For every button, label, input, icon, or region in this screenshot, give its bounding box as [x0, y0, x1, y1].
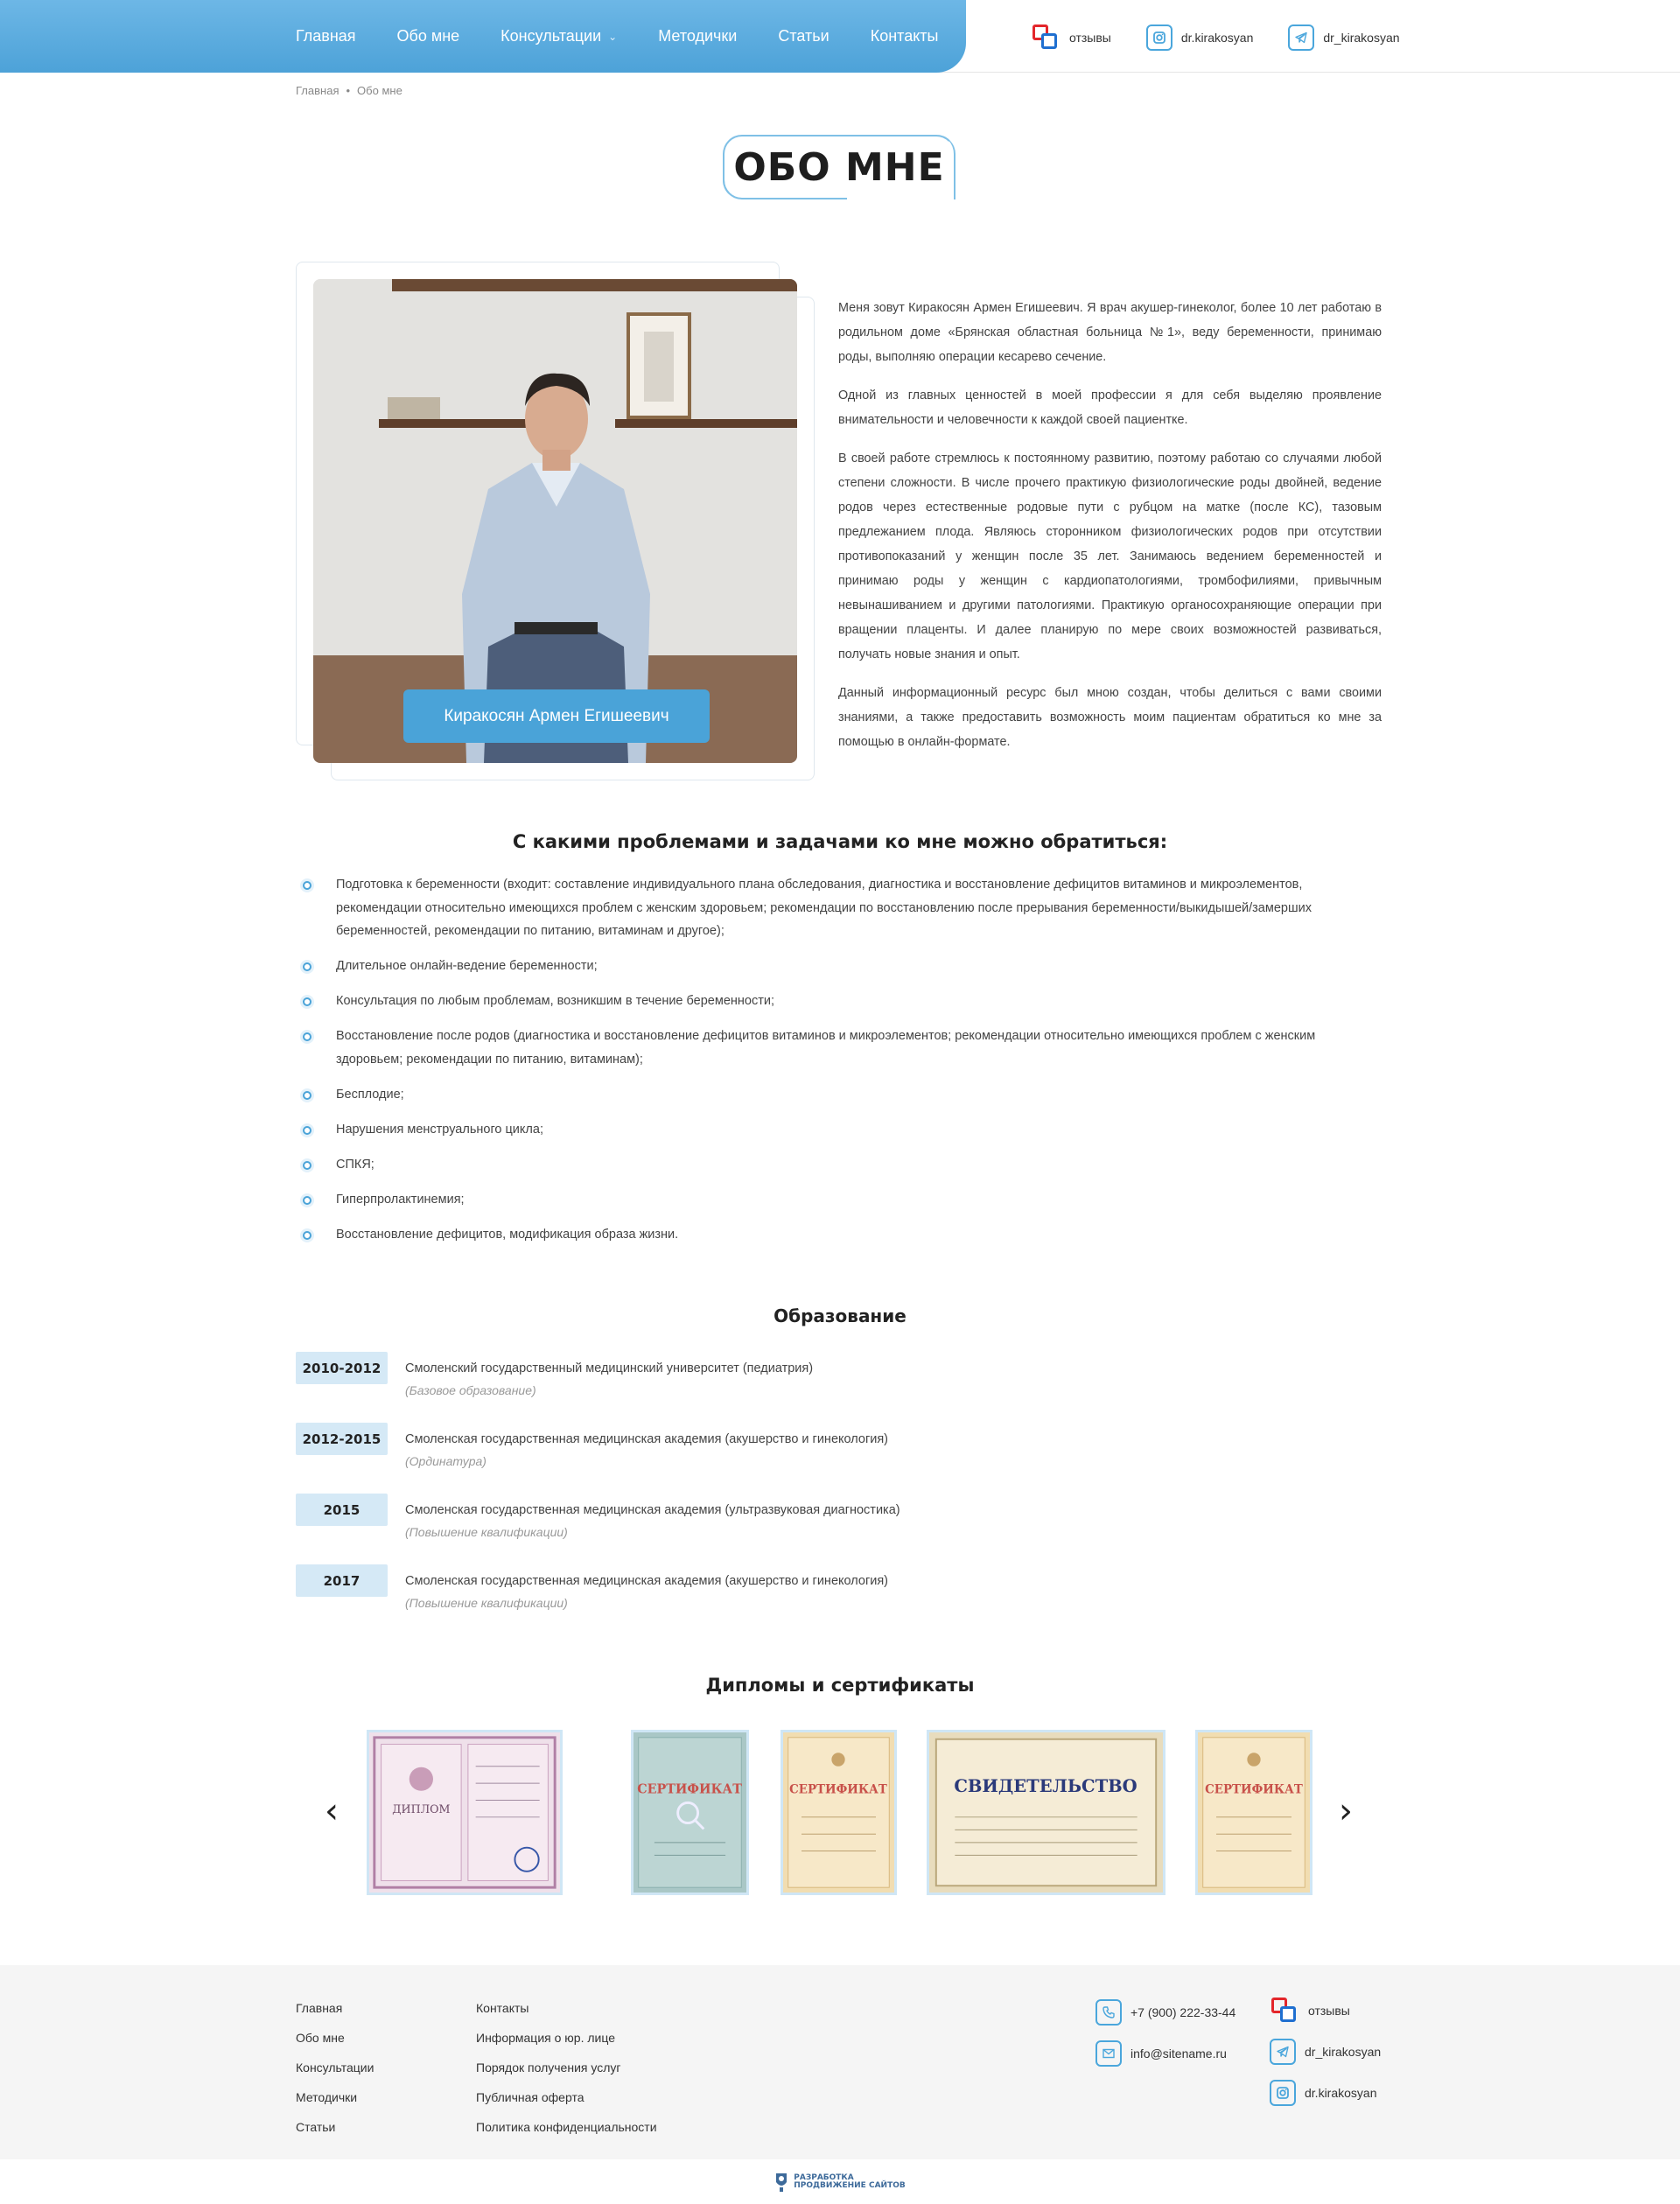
footer-contacts [1096, 1999, 1236, 2082]
problems-list [296, 873, 1382, 1258]
footer-email[interactable] [1096, 2040, 1236, 2067]
instagram-label: dr.kirakosyan [1305, 2086, 1377, 2100]
list-item [296, 1153, 1382, 1177]
footer-phone[interactable] [1096, 1999, 1236, 2026]
page-title: ОБО МНЕ [733, 144, 945, 190]
header-social [1031, 23, 1400, 52]
bullet-icon [300, 960, 314, 974]
education-years: 2017 [296, 1564, 388, 1597]
footer-link[interactable]: Главная [296, 2001, 343, 2015]
education-text [405, 1494, 900, 1543]
list-item-text: Длительное онлайн-ведение беременности; [336, 959, 598, 973]
reviews-label: отзывы [1308, 2004, 1350, 2018]
bio-text [838, 296, 1382, 768]
diploma-card[interactable] [367, 1730, 563, 1895]
reviews-label: отзывы [1069, 31, 1111, 45]
breadcrumb [296, 84, 402, 97]
diploma-card[interactable] [927, 1730, 1166, 1895]
telegram-link[interactable] [1288, 24, 1399, 51]
diploma-heading: ДИПЛОМ [392, 1802, 451, 1816]
list-item [296, 1025, 1382, 1071]
footer-link[interactable]: Статьи [296, 2120, 336, 2134]
nav-label: Статьи [778, 27, 830, 45]
list-item [296, 1223, 1382, 1247]
breadcrumb-separator: • [346, 84, 351, 97]
nav-articles[interactable] [778, 27, 829, 45]
diploma-heading: СЕРТИФИКАТ [1205, 1782, 1303, 1797]
bullet-icon [300, 1228, 314, 1242]
education-item [296, 1564, 1382, 1635]
education-title: Образование [774, 1305, 906, 1326]
diploma-heading: СЕРТИФИКАТ [789, 1782, 887, 1797]
breadcrumb-current: Обо мне [357, 84, 402, 97]
education-type: (Повышение квалификации) [405, 1596, 568, 1610]
developer-text [794, 2174, 905, 2190]
list-item [296, 873, 1382, 943]
bullet-icon [300, 995, 314, 1009]
education-name: Смоленский государственный медицинский университет (педиатрия) [405, 1361, 814, 1375]
bio-paragraph: В своей работе стремлюсь к постоянному развитию, поэтому работаю со случаями любой степени сложности. В числе прочего практикую физиологические роды двойней, ведение родов через естественные родовые пути с рубцом на матке (после КС), тазовым предлежанием плода. Являюсь сторонником физиологических родов при отсутствии противопоказаний у женщин после 35 лет. Занимаюсь ведением беременностей и принимаю роды у женщин с кардиопатологиями, тромбофилиями, привычным невынашиванием и другими патологиями. Практикую органосохраняющие операции при вращении плаценты. И далее планирую по мере своих возможностей развиваться, получать новые знания и опыт. [838, 451, 1382, 661]
breadcrumb-home[interactable]: Главная [296, 84, 340, 97]
education-name: Смоленская государственная медицинская академия (акушерство и гинекология) [405, 1432, 889, 1446]
developer-line2: ПРОДВИЖЕНИЕ САЙТОВ [794, 2180, 906, 2190]
bullet-icon [300, 878, 314, 892]
education-type: (Ординатура) [405, 1454, 486, 1468]
footer-nav-col1 [296, 1993, 374, 2142]
reviews-link[interactable] [1031, 23, 1111, 52]
list-item-text: Восстановление после родов (диагностика и восстановление дефицитов витаминов и микроэлементов; рекомендации относительно имеющихся проблем с женским здоровьем; рекомендации по питанию, витаминам); [336, 1029, 1316, 1067]
education-item [296, 1494, 1382, 1564]
footer-link[interactable]: Методички [296, 2090, 358, 2104]
list-item [296, 1188, 1382, 1212]
phone-label: +7 (900) 222-33-44 [1130, 2005, 1236, 2019]
arrow-right-icon[interactable]: › [1339, 1791, 1353, 1831]
nav-consultations[interactable] [500, 27, 617, 45]
problems-title: С какими проблемами и задачами ко мне можно обратиться: [512, 831, 1168, 852]
instagram-icon [1146, 24, 1172, 51]
footer-social [1270, 1998, 1381, 2121]
footer-link[interactable]: Порядок получения услуг [476, 2061, 621, 2075]
bullet-icon [300, 1030, 314, 1044]
education-item [296, 1423, 1382, 1494]
list-item-text: Нарушения менструального цикла; [336, 1122, 543, 1137]
footer-nav-col2 [476, 1993, 657, 2142]
nav-label: Обо мне [396, 27, 460, 45]
footer-link[interactable]: Публичная оферта [476, 2090, 584, 2104]
education-text [405, 1564, 888, 1614]
nav-about[interactable] [397, 27, 460, 45]
list-item-text: Бесплодие; [336, 1087, 404, 1102]
header [0, 0, 1680, 73]
education-years: 2010-2012 [296, 1352, 388, 1384]
footer-reviews[interactable] [1270, 1998, 1381, 2024]
list-item-text: Подготовка к беременности (входит: составление индивидуального плана обследования, диагностика и восстановление дефицитов витаминов и микроэлементов, рекомендации относительно имеющихся проблем с женским здоровьем; рекомендации по восстановлению после прерывания беременности/выкидышей/замерших беременностей, рекомендации по питанию, витаминам и другое); [336, 878, 1312, 938]
list-item-text: СПКЯ; [336, 1157, 374, 1172]
main-nav [296, 0, 979, 73]
diploma-heading: СВИДЕТЕЛЬСТВО [954, 1775, 1138, 1796]
education-text [405, 1352, 813, 1402]
footer [0, 1965, 1680, 2159]
instagram-icon [1270, 2080, 1296, 2106]
bio-paragraph: Данный информационный ресурс был мною создан, чтобы делиться с вами своими знаниями, а также предоставить возможность моим пациентам обратиться ко мне за помощью в онлайн-формате. [838, 686, 1382, 749]
footer-link[interactable]: Контакты [476, 2001, 529, 2015]
telegram-icon [1270, 2039, 1296, 2065]
diplomas-title: Дипломы и сертификаты [705, 1675, 975, 1696]
chevron-down-icon: ⌄ [608, 30, 618, 43]
education-text [405, 1423, 888, 1473]
footer-link[interactable]: Политика конфиденциальности [476, 2120, 657, 2134]
list-item [296, 1083, 1382, 1107]
nav-manuals[interactable] [658, 27, 737, 45]
telegram-label: dr_kirakosyan [1305, 2045, 1382, 2059]
education-type: (Базовое образование) [405, 1383, 536, 1397]
bullet-icon [300, 1123, 314, 1137]
footer-link[interactable]: Информация о юр. лице [476, 2031, 615, 2045]
telegram-label: dr_kirakosyan [1323, 31, 1400, 45]
developer-line1: РАЗРАБОТКА [794, 2173, 854, 2182]
telegram-icon [1288, 24, 1314, 51]
nav-contacts[interactable] [871, 27, 939, 45]
nav-label: Главная [296, 27, 356, 45]
bullet-icon [300, 1088, 314, 1102]
bullet-icon [300, 1158, 314, 1172]
instagram-link[interactable] [1146, 24, 1253, 51]
diploma-card[interactable] [1195, 1730, 1312, 1895]
instagram-label: dr.kirakosyan [1180, 31, 1254, 45]
developer-credit[interactable] [0, 2159, 1680, 2204]
nav-label: Консультации [500, 27, 602, 45]
footer-instagram[interactable] [1270, 2080, 1381, 2106]
education-name: Смоленская государственная медицинская академия (ультразвуковая диагностика) [405, 1503, 900, 1517]
arrow-left-icon[interactable]: ‹ [325, 1791, 339, 1831]
bio-paragraph: Меня зовут Киракосян Армен Егишеевич. Я врач акушер-гинеколог, более 10 лет работаю в родильном доме «Брянская областная больница №1», веду беременности, принимаю роды, выполняю операции кесарево сечение. [838, 301, 1382, 364]
education-item [296, 1352, 1382, 1423]
list-item-text: Консультация по любым проблемам, возникшим в течение беременности; [336, 994, 774, 1008]
footer-telegram[interactable] [1270, 2039, 1381, 2065]
mail-icon [1096, 2040, 1122, 2067]
list-item [296, 955, 1382, 978]
list-item-text: Гиперпролактинемия; [336, 1192, 465, 1207]
phone-icon [1096, 1999, 1122, 2026]
diploma-heading: СЕРТИФИКАТ [637, 1781, 742, 1797]
footer-link[interactable]: Обо мне [296, 2031, 345, 2045]
bio-paragraph: Одной из главных ценностей в моей профессии я для себя выделяю проявление внимательности и человечности к каждой своей пациентке. [838, 388, 1382, 427]
developer-logo-icon [774, 2172, 788, 2193]
bullet-icon [300, 1193, 314, 1207]
nav-home[interactable] [296, 27, 356, 45]
education-list [296, 1352, 1382, 1635]
reviews-logo-icon [1031, 23, 1060, 52]
doctor-name-plate: Киракосян Армен Егишеевич [403, 689, 710, 743]
diploma-card[interactable] [780, 1730, 897, 1895]
nav-label: Контакты [870, 27, 939, 45]
reviews-logo-icon [1270, 1996, 1299, 2026]
email-label: info@sitename.ru [1130, 2047, 1227, 2061]
nav-label: Методички [658, 27, 738, 45]
list-item [296, 990, 1382, 1013]
education-name: Смоленская государственная медицинская академия (акушерство и гинекология) [405, 1574, 889, 1588]
diploma-card[interactable] [631, 1730, 749, 1895]
education-years: 2015 [296, 1494, 388, 1526]
list-item [296, 1118, 1382, 1142]
footer-link[interactable]: Консультации [296, 2061, 374, 2075]
education-years: 2012-2015 [296, 1423, 388, 1455]
list-item-text: Восстановление дефицитов, модификация образа жизни. [336, 1227, 679, 1242]
education-type: (Повышение квалификации) [405, 1525, 568, 1539]
